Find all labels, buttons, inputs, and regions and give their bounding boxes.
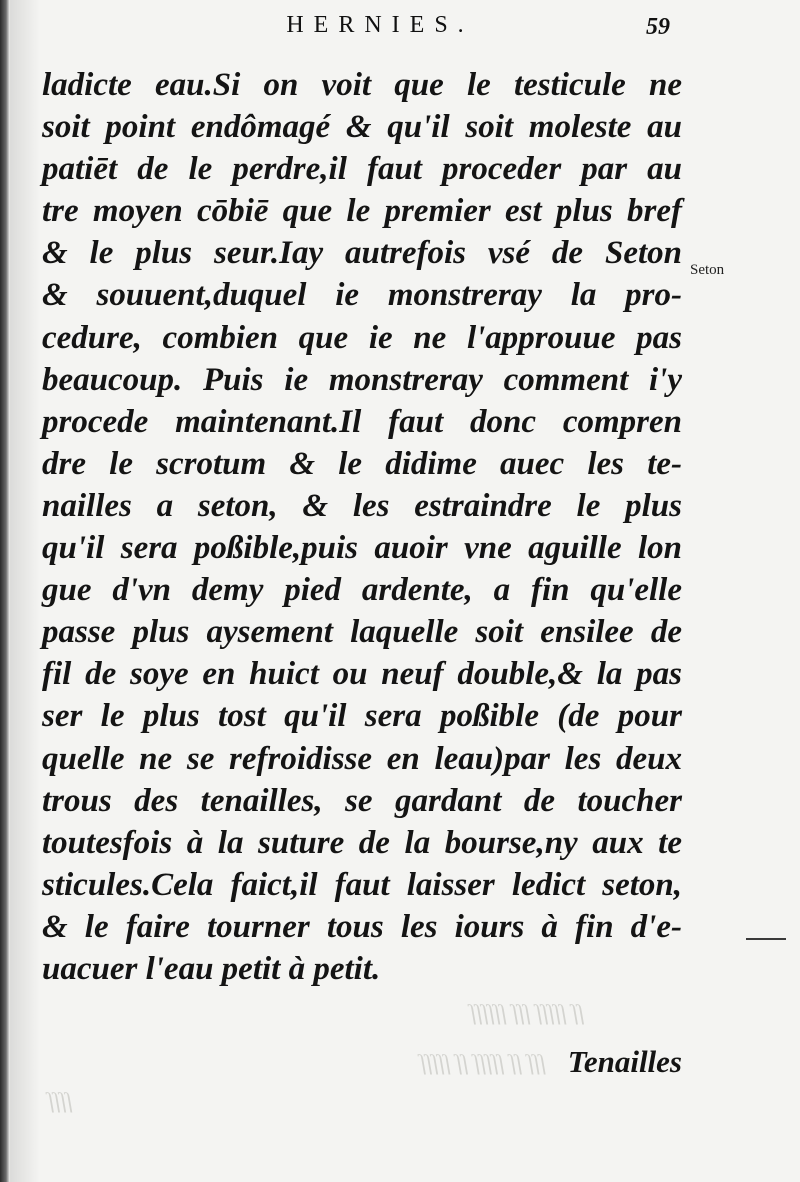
text-line: & le plus seur.Iay autrefois vsé de Seton [42, 235, 682, 272]
margin-note: Seton [690, 262, 725, 278]
catchword: Tenailles [567, 1044, 682, 1079]
binding-edge [0, 0, 10, 1182]
text-line: trous des tenailles, se gardant de toucher [42, 782, 682, 819]
text-line: ladicte eau.Si on voit que le testicule ne [42, 67, 682, 103]
text-line: fil de soye en huict ou neuf double,& la pas [42, 656, 682, 693]
bleed-through-mark: ſſ ſſſſſ ſſſ ſſſſſſ [470, 1000, 585, 1025]
text-line: qu'il sera poßible,puis auoir vne aguille lon [42, 530, 682, 567]
body-text [42, 64, 682, 990]
text-line: toutesfois à la suture de la bourse,ny aux te [42, 824, 682, 861]
text-line: ser le plus tost qu'il sera poßible (de pour [42, 698, 682, 735]
text-line: soit point endômagé & qu'il soit moleste au [42, 109, 682, 146]
text-line: & souuent,duquel ie monstreray la pro- [42, 277, 682, 314]
fold-shadow [10, 0, 40, 1182]
bleed-through-mark: ſſſ ſſ ſſſſſ ſſ ſſſſſ [420, 1050, 546, 1075]
text-line: patiēt de le perdre,il faut proceder par au [42, 151, 682, 188]
text-line: gue d'vn demy pied ardente, a fin qu'elle [42, 572, 682, 609]
text-line: beaucoup. Puis ie monstreray comment i'y [42, 361, 682, 398]
bleed-through-mark: ſſſſ [48, 1088, 73, 1113]
margin-rule [746, 938, 786, 940]
text-line: procede maintenant.Il faut donc compren [42, 403, 682, 440]
text-line: tre moyen cōbiē que le premier est plus bref [42, 193, 682, 230]
text-line: passe plus aysement laquelle soit ensilee de [42, 614, 682, 651]
text-line: nailles a seton, & les estraindre le plus [42, 487, 682, 524]
text-line: dre le scrotum & le didime auec les te- [42, 445, 682, 482]
running-head: HERNIES. [286, 12, 474, 38]
text-line: uacuer l'eau petit à petit. [42, 950, 381, 987]
text-line: quelle ne se refroidisse en leau)par les deux [42, 740, 682, 777]
text-line: cedure, combien que ie ne l'approuue pas [42, 319, 682, 356]
text-line: & le faire tourner tous les iours à fin d'e- [42, 908, 682, 945]
page-number: 59 [646, 14, 670, 40]
text-line: sticules.Cela faict,il faut laisser ledict seton, [42, 866, 682, 903]
